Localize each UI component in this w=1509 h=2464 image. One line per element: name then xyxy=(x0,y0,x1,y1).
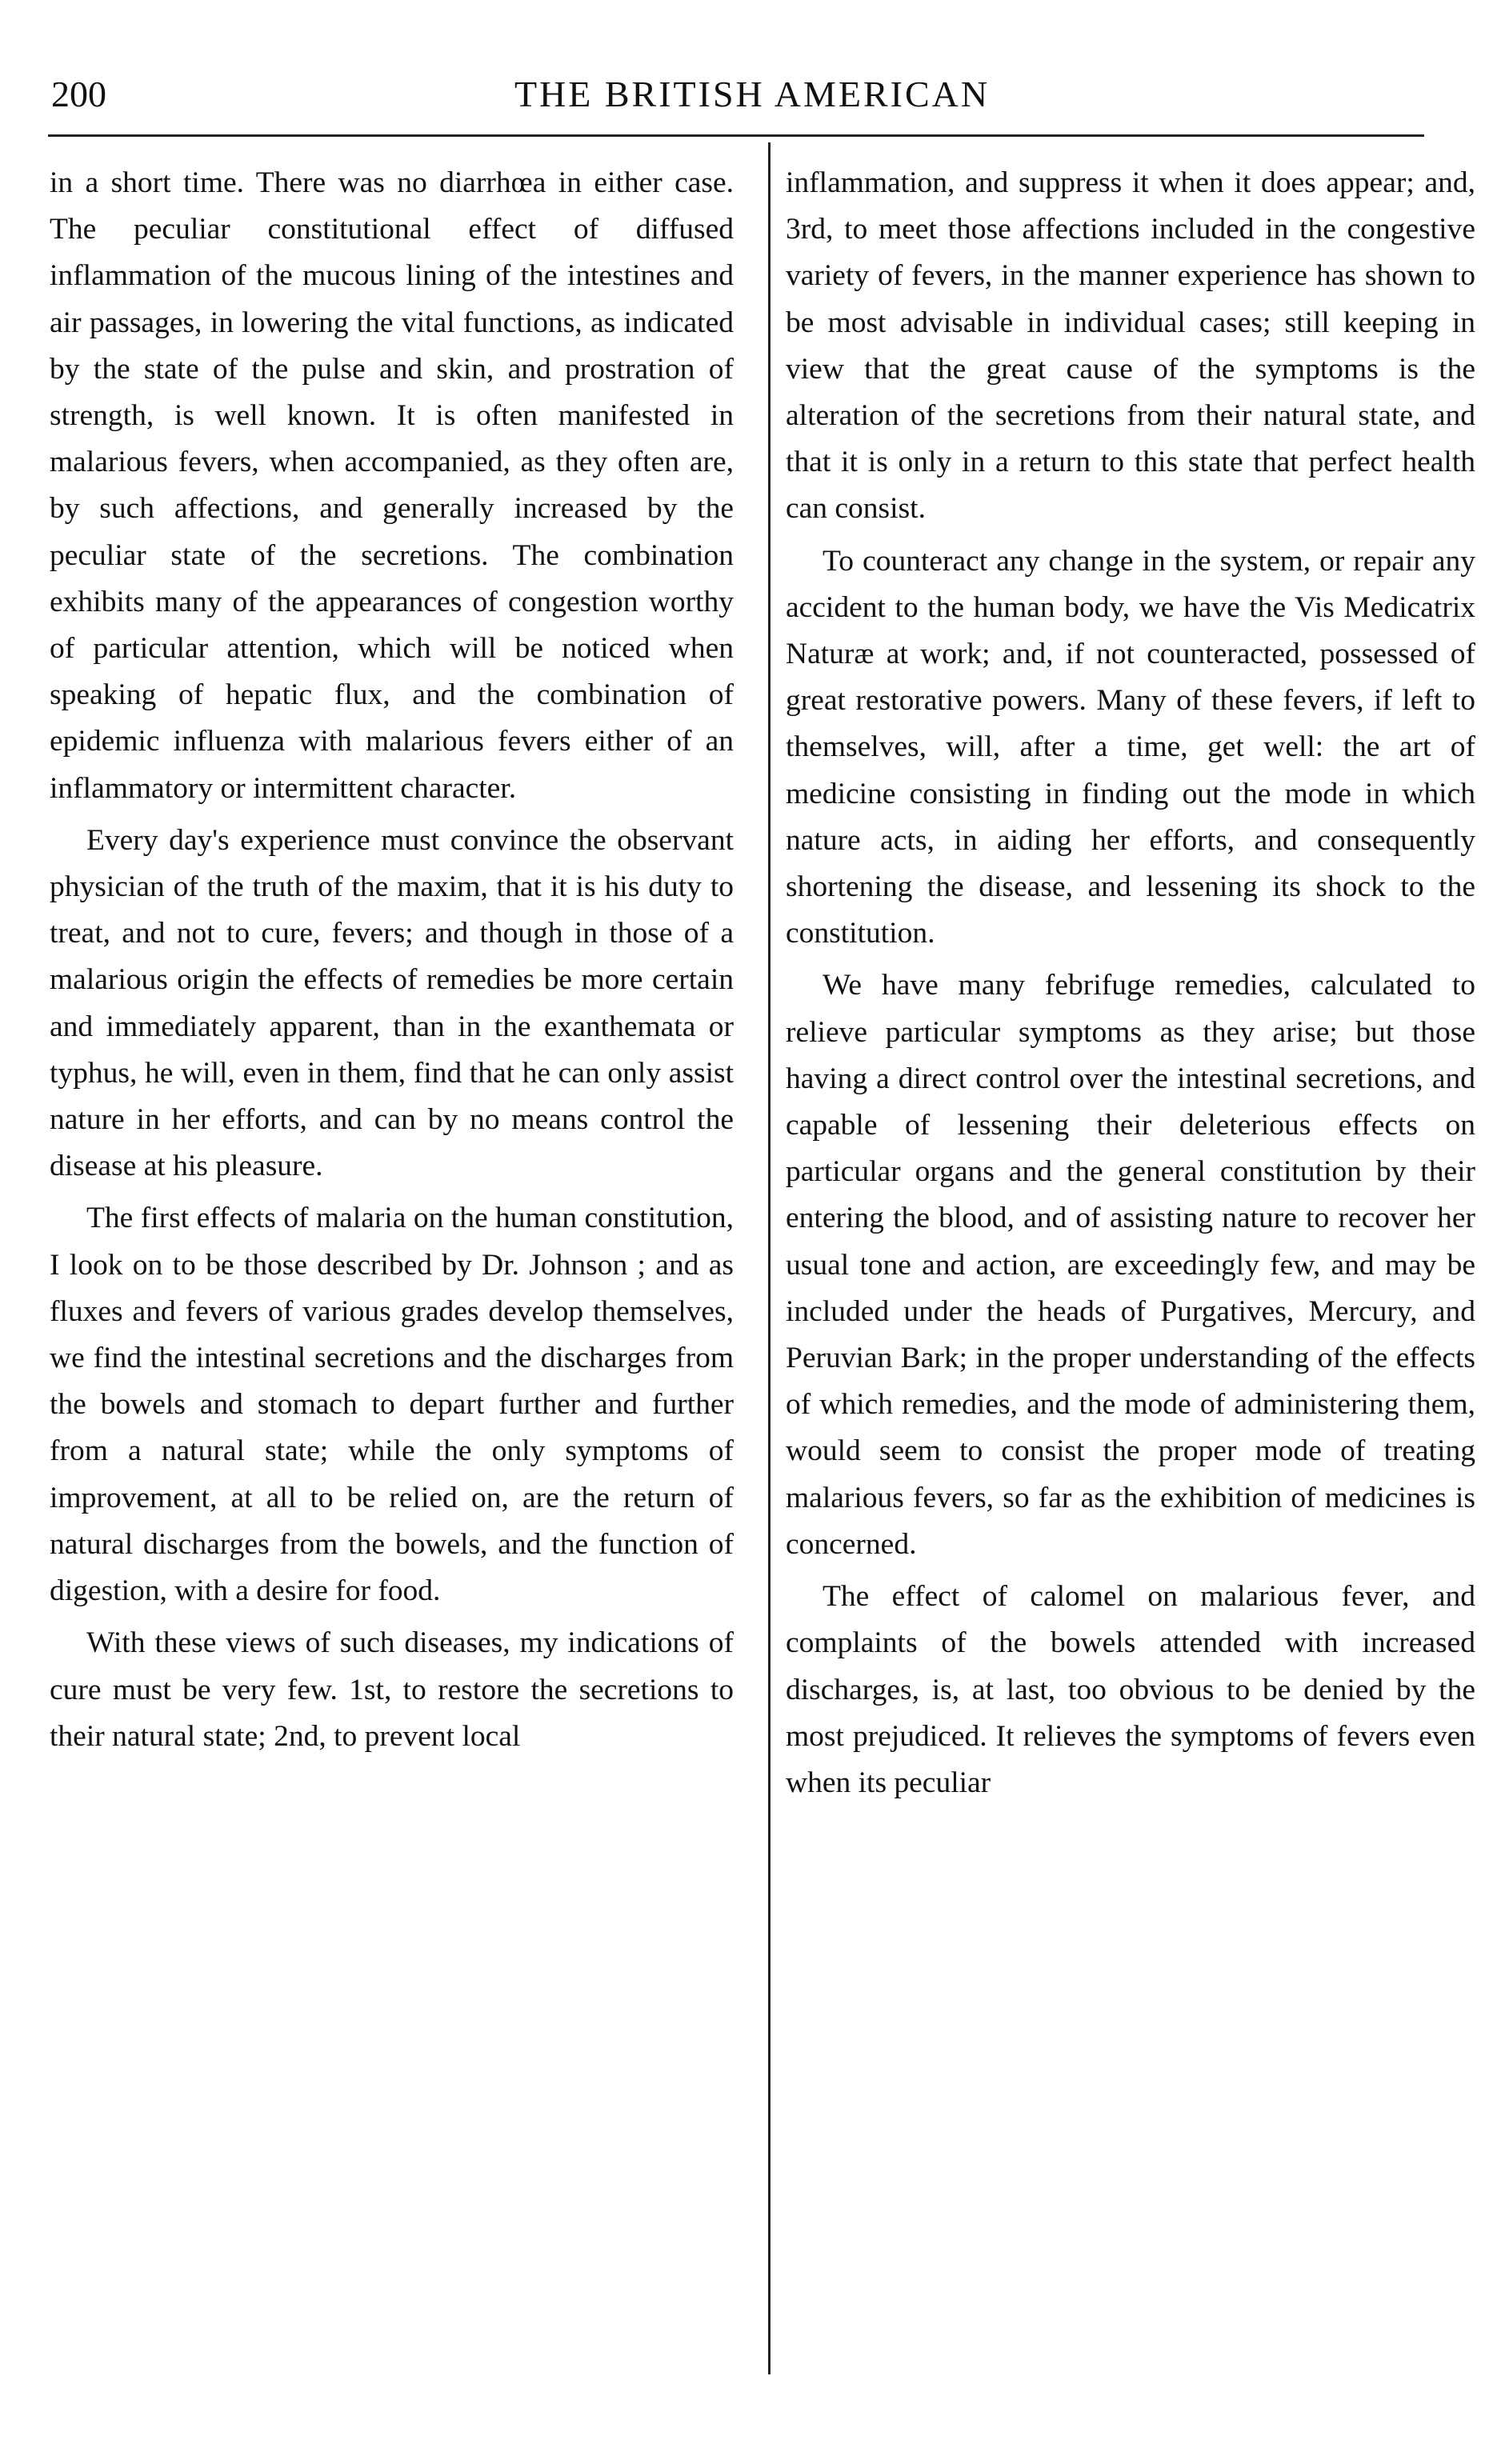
left-column xyxy=(50,160,734,1766)
page-number: 200 xyxy=(51,74,106,114)
right-paragraph-1: inflammation, and suppress it when it does appear; and, 3rd, to meet those affections included in the congestive variety of fevers, in the manner experience has shown to be most advisable in individual cases; still keeping in view that the great cause of the symptoms is the alteration of the secretions from their natural state, and that it is only in a return to this state that perfect health can consist. xyxy=(786,166,1475,526)
column-divider xyxy=(768,142,771,2374)
header-rule xyxy=(48,134,1424,137)
right-paragraph-4: The effect of calomel on malarious fever, and complaints of the bowels attended with increased discharges, is, at last, too obvious to be denied by the most prejudiced. It relieves the symptoms of fevers even when its peculiar xyxy=(786,1580,1475,1799)
left-paragraph-3: The first effects of malaria on the human constitution, I look on to be those described by Dr. Johnson ; and as fluxes and fevers of various grades develop themselves, we find the intestinal secretions and the discharges from the bowels and stomach to depart further and further from a natural state; while the only symptoms of improvement, at all to be relied on, are the return of natural discharges from the bowels, and the function of digestion, with a desire for food. xyxy=(50,1202,734,1608)
left-paragraph-1: in a short time. There was no diarrhœa in either case. The peculiar constitutional effect of diffused inflammation of the mucous lining of the intestines and air passages, in lowering the vital functions, as indicated by the state of the pulse and skin, and prostration of strength, is well known. It is often manifested in malarious fevers, when accompanied, as they often are, by such affections, and generally increased by the peculiar state of the secretions. The combination exhibits many of the appearances of congestion worthy of particular attention, which will be noticed when speaking of hepatic flux, and the combination of epidemic influenza with malarious fevers either of an inflammatory or intermittent character. xyxy=(50,166,734,805)
left-paragraph-2: Every day's experience must convince the observant physician of the truth of the maxim, that it is his duty to treat, and not to cure, fevers; and though in those of a malarious origin the effects of remedies be more certain and immediately apparent, than in the exanthemata or typhus, he will, even in them, find that he can only assist nature in her efforts, and can by no means control the disease at his pleasure. xyxy=(50,823,734,1183)
page-header xyxy=(48,70,1456,118)
right-paragraph-3: We have many febrifuge remedies, calculated to relieve particular symptoms as they arise; but those having a direct control over the intestinal secretions, and capable of lessening their deleterious effects on particular organs and the general constitution by their entering the blood, and of assisting nature to recover her usual tone and action, are exceedingly few, and may be included under the heads of Purgatives, Mercury, and Peruvian Bark; in the proper understanding of the effects of which remedies, and the mode of administering them, would seem to consist the proper mode of treating malarious fevers, so far as the exhibition of medicines is concerned. xyxy=(786,969,1475,1561)
right-paragraph-2: To counteract any change in the system, or repair any accident to the human body, we have the Vis Medicatrix Naturæ at work; and, if not counteracted, possessed of great restorative powers. Many of these fevers, if left to themselves, will, after a time, get well: the art of medicine consisting in finding out the mode in which nature acts, in aiding her efforts, and consequently shortening the disease, and lessening its shock to the constitution. xyxy=(786,544,1475,950)
left-paragraph-4: With these views of such diseases, my indications of cure must be very few. 1st, to restore the secretions to their natural state; 2nd, to prevent local xyxy=(50,1626,734,1753)
running-title: THE BRITISH AMERICAN xyxy=(514,74,991,114)
right-column xyxy=(786,160,1475,1812)
